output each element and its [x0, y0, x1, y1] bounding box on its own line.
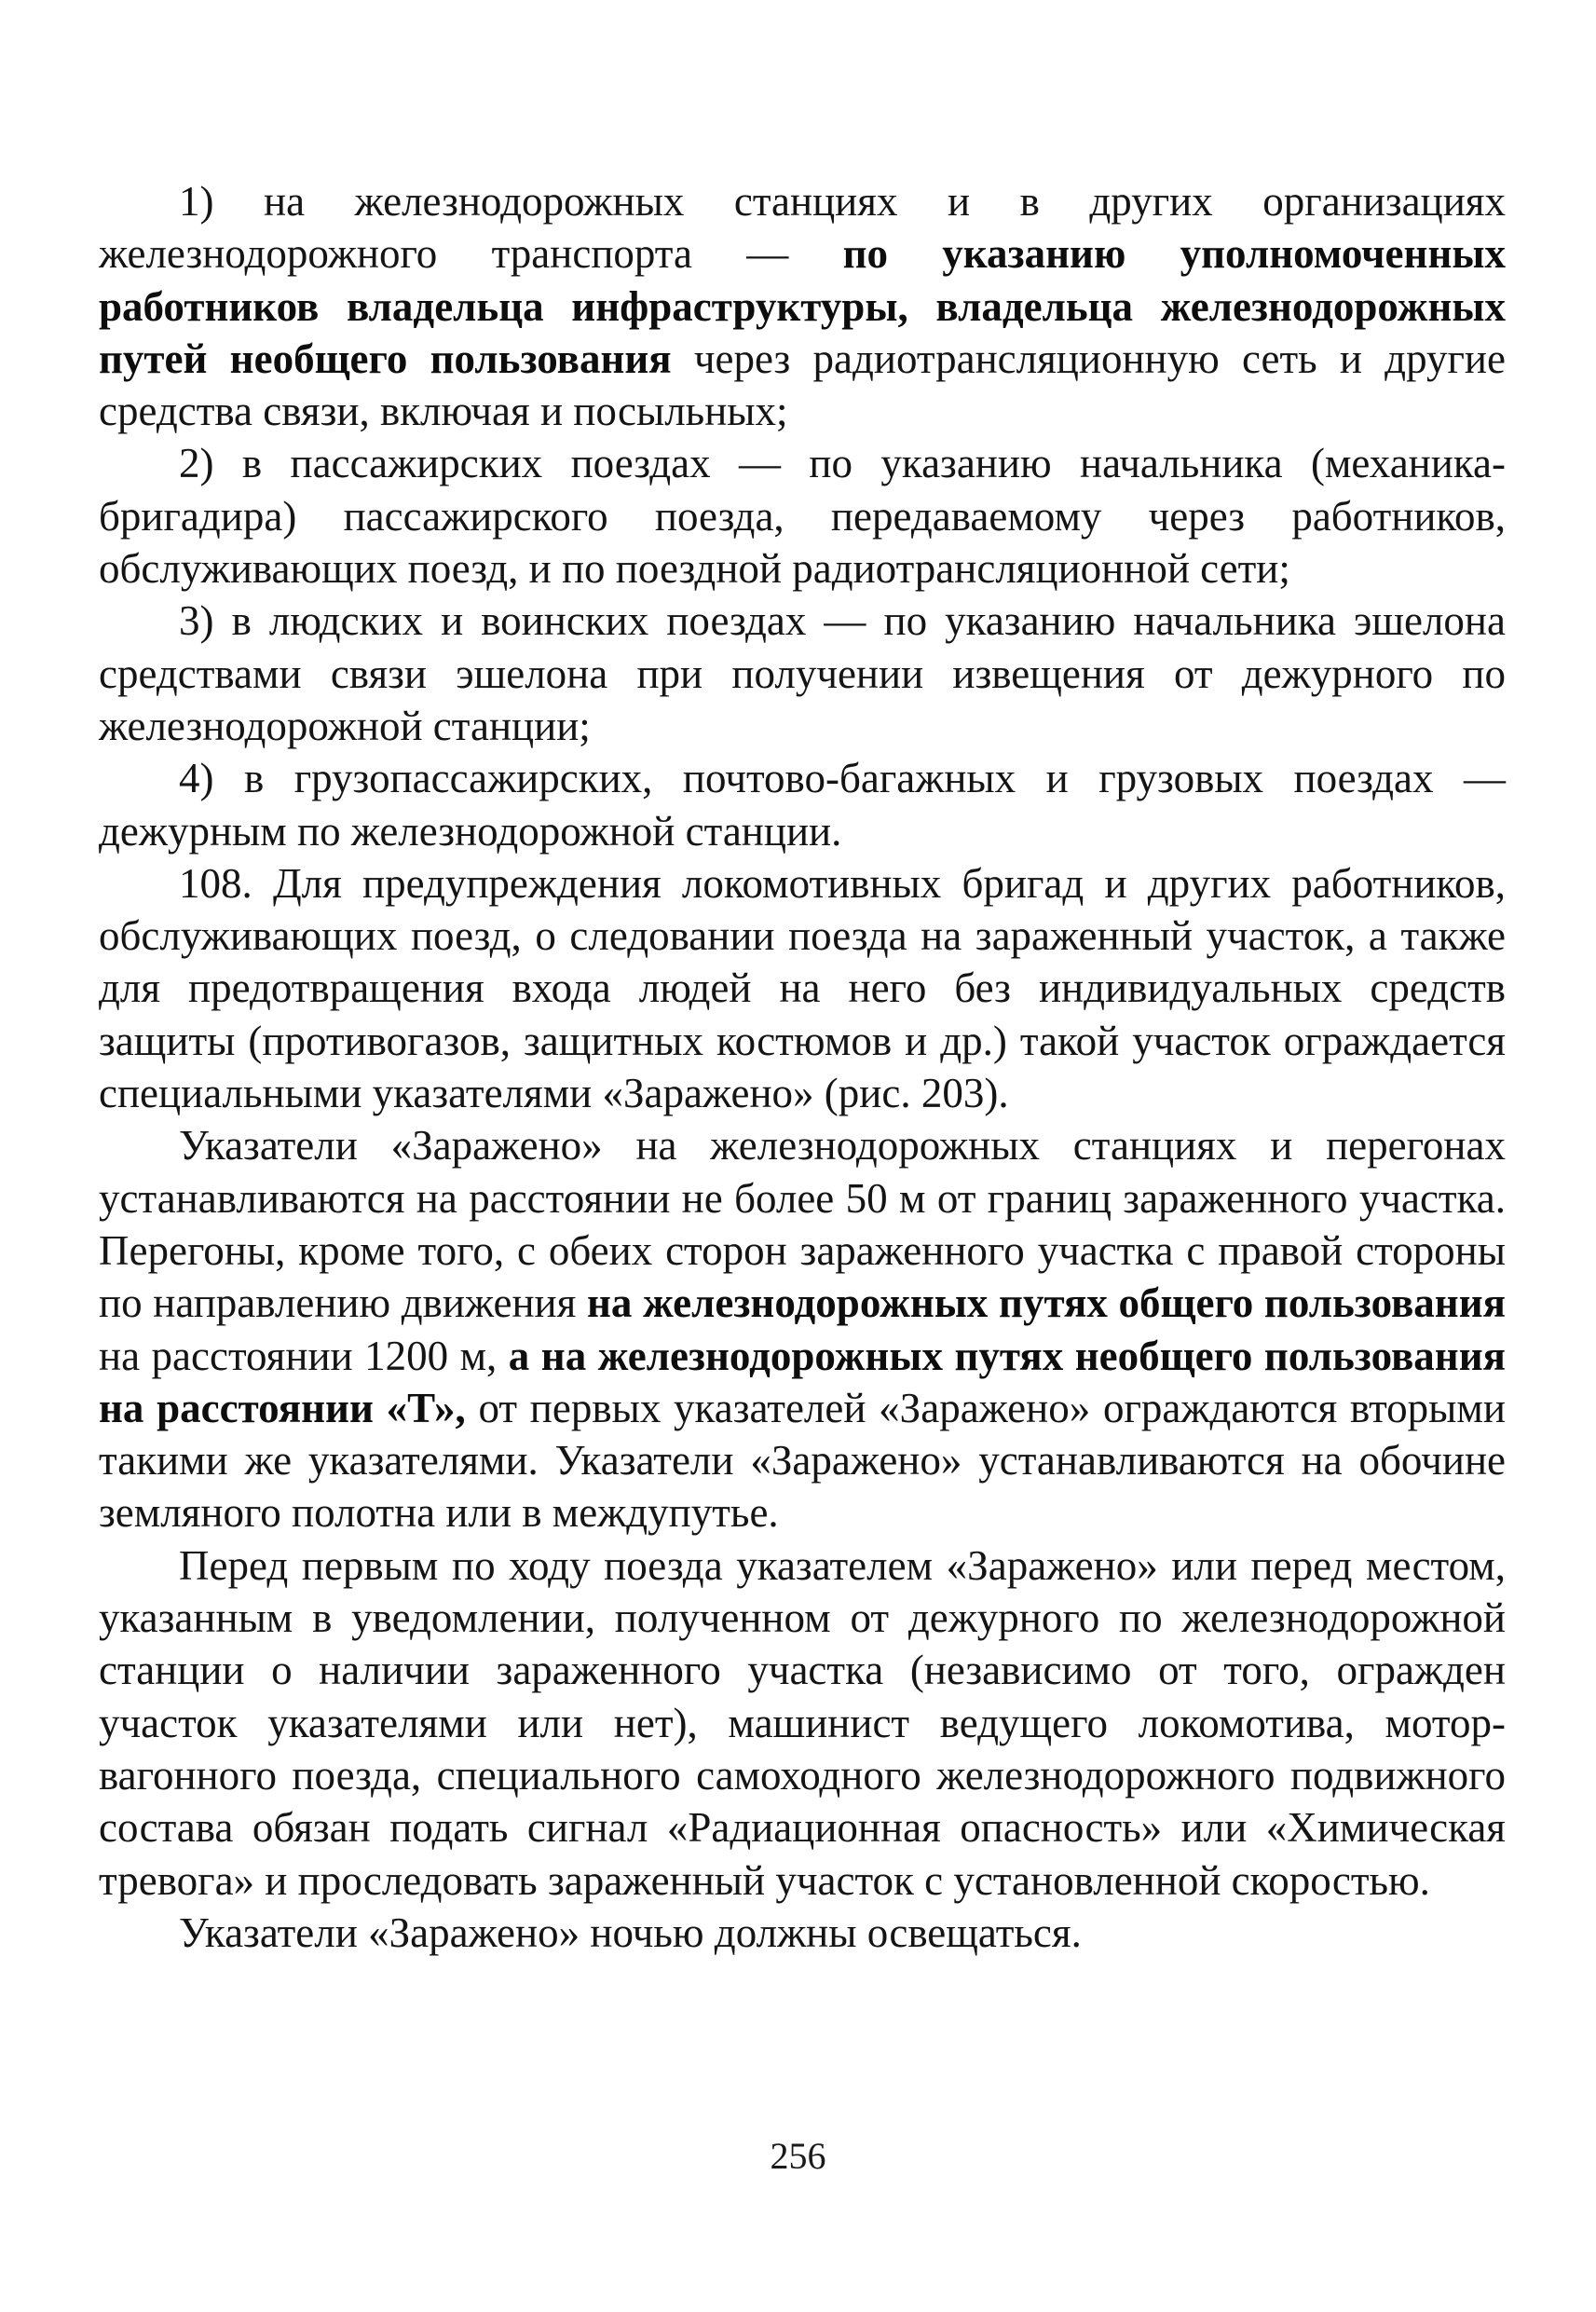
text-run: 1) на железнодорожных станциях и в других организациях железнодорожного транспорта —	[99, 178, 1506, 278]
page-number: 256	[770, 2135, 826, 2177]
paragraph-driver-signal	[99, 1539, 1506, 1907]
text-run: Указатели «Заражено» на железнодорожных станциях и перегонах устанавливаются на расстоянии не более 50 м от границ зараженного участка. Перегоны, кроме того, с обеих сторон зараженного участка с правой стороны по направлению движения	[99, 1122, 1506, 1327]
paragraph-item-4	[99, 752, 1506, 857]
page-body	[99, 175, 1506, 1959]
text-run: 3) в людских и воинских поездах — по указанию начальника эшелона средствами связи эшелона при получении извещения от дежурного по железнодорожной станции;	[99, 597, 1506, 749]
text-run: 108. Для предупреждения локомотивных бригад и других работников, обслуживающих поезд, о следовании поезда на зараженный участок, а также для предотвращения входа людей на него без индивидуальных средств защиты (противогазов, защитных костюмов и др.) такой участок ограждается специальными указателями «Заражено» (рис. 203).	[99, 859, 1506, 1117]
paragraph-section-108	[99, 857, 1506, 1119]
text-run: 2) в пассажирских поездах — по указанию начальника (механика-бригадира) пассажирского поезда, передаваемому через работников, обслуживающих поезд, и по поездной радиотрансляционной сети;	[99, 440, 1506, 593]
paragraph-night-lighting	[99, 1907, 1506, 1959]
bold-text-run: на железнодорожных путях общего пользования	[587, 1279, 1506, 1327]
paragraph-item-3	[99, 595, 1506, 752]
paragraph-item-2	[99, 437, 1506, 595]
text-run: от первых указателей «Заражено» ограждаются вторыми такими же указателями. Указатели «Заражено» устанавливаются на обочине земляного полотна или в междупутье.	[99, 1384, 1506, 1537]
text-run: Перед первым по ходу поезда указателем «Заражено» или перед местом, указанным в уведомлении, полученном от дежурного по железнодорожной станции о наличии зараженного участка (независимо от того, огражден участок указателями или нет), машинист ведущего локомотива, мотор-вагонного поезда, специального самоходного железнодорожного подвижного состава обязан подать сигнал «Радиационная опасность» или «Химическая тревога» и проследовать зараженный участок с установленной скоростью.	[99, 1541, 1506, 1904]
bold-text-run: а на железнодорожных путях необщего пользования на расстоянии «Т»,	[99, 1332, 1506, 1431]
paragraph-signs-placement	[99, 1119, 1506, 1539]
text-run: Указатели «Заражено» ночью должны освещаться.	[179, 1908, 1082, 1956]
bold-text-run: по указанию уполномоченных работников владельца инфраструктуры, владельца железнодорожных путей необщего пользования	[99, 230, 1507, 382]
paragraph-item-1	[99, 175, 1506, 437]
text-run: через радиотрансляционную сеть и другие средства связи, включая и посыльных;	[99, 335, 1506, 435]
text-run: на расстоянии 1200 м,	[99, 1332, 509, 1379]
text-run: 4) в грузопассажирских, почтово-багажных и грузовых поездах — дежурным по железнодорожной станции.	[99, 755, 1506, 855]
